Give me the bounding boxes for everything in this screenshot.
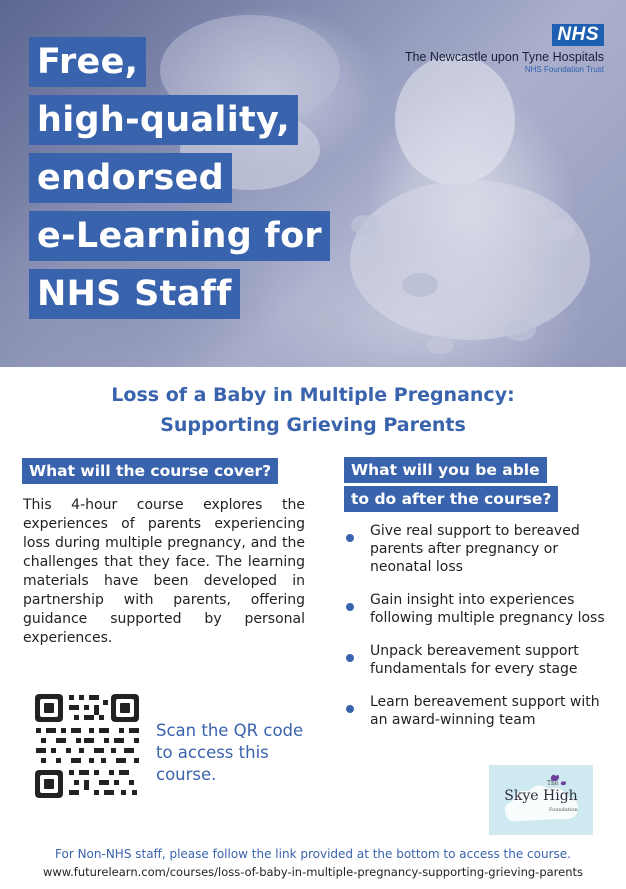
list-item [344,693,606,729]
partner-name: Skye High [504,788,578,804]
course-description: This 4-hour course explores the experiences of parents experiencing loss during multiple pregnancy, and the challenges that they face. The learning materials have been developed in partnership with parents, offering guidance supported by personal experiences. [23,497,305,646]
headline-line: NHS Staff [29,269,240,319]
qr-code[interactable] [33,692,141,800]
nhs-logo: NHS [552,24,604,46]
bullet-icon [346,654,354,662]
list-item [344,591,606,627]
course-cover-heading: What will the course cover? [22,458,278,484]
outcome-text: Give real support to bereaved parents after pregnancy or neonatal loss [370,523,580,575]
outcomes-list [344,522,606,729]
footer-note: For Non-NHS staff, please follow the link provided at the bottom to access the course. [55,847,571,861]
hero-banner [0,0,626,367]
nhs-branding [405,24,604,74]
list-item [344,522,606,576]
outcome-text: Learn bereavement support with an award-winning team [370,694,600,728]
partner-suffix: Foundation [549,807,578,813]
bullet-icon [346,603,354,611]
headline [29,37,330,327]
list-item [344,642,606,678]
skye-high-foundation-logo [489,765,593,835]
qr-instruction: Scan the QR code to access this course. [156,721,304,784]
outcomes-heading-line: to do after the course? [344,486,558,512]
nhs-organisation-name: The Newcastle upon Tyne Hospitals [404,50,604,64]
headline-line: Free, [29,37,146,87]
outcome-text: Unpack bereavement support fundamentals for every stage [370,643,579,677]
outcomes-heading-line: What will you be able [344,457,547,483]
headline-line: high-quality, [29,95,298,145]
nhs-trust-name: NHS Foundation Trust [524,65,604,74]
bullet-icon [346,534,354,542]
course-title-line: Supporting Grieving Parents [160,414,466,436]
headline-line: e-Learning for [29,211,330,261]
course-url-link[interactable]: www.futurelearn.com/courses/loss-of-baby-in-multiple-pregnancy-supporting-grieving-parents [42,865,584,879]
course-title-line: Loss of a Baby in Multiple Pregnancy: [111,384,515,406]
course-title [0,380,626,440]
outcome-text: Gain insight into experiences following multiple pregnancy loss [370,592,605,626]
bullet-icon [346,705,354,713]
partner-prefix: The [547,780,559,787]
headline-line: endorsed [29,153,232,203]
